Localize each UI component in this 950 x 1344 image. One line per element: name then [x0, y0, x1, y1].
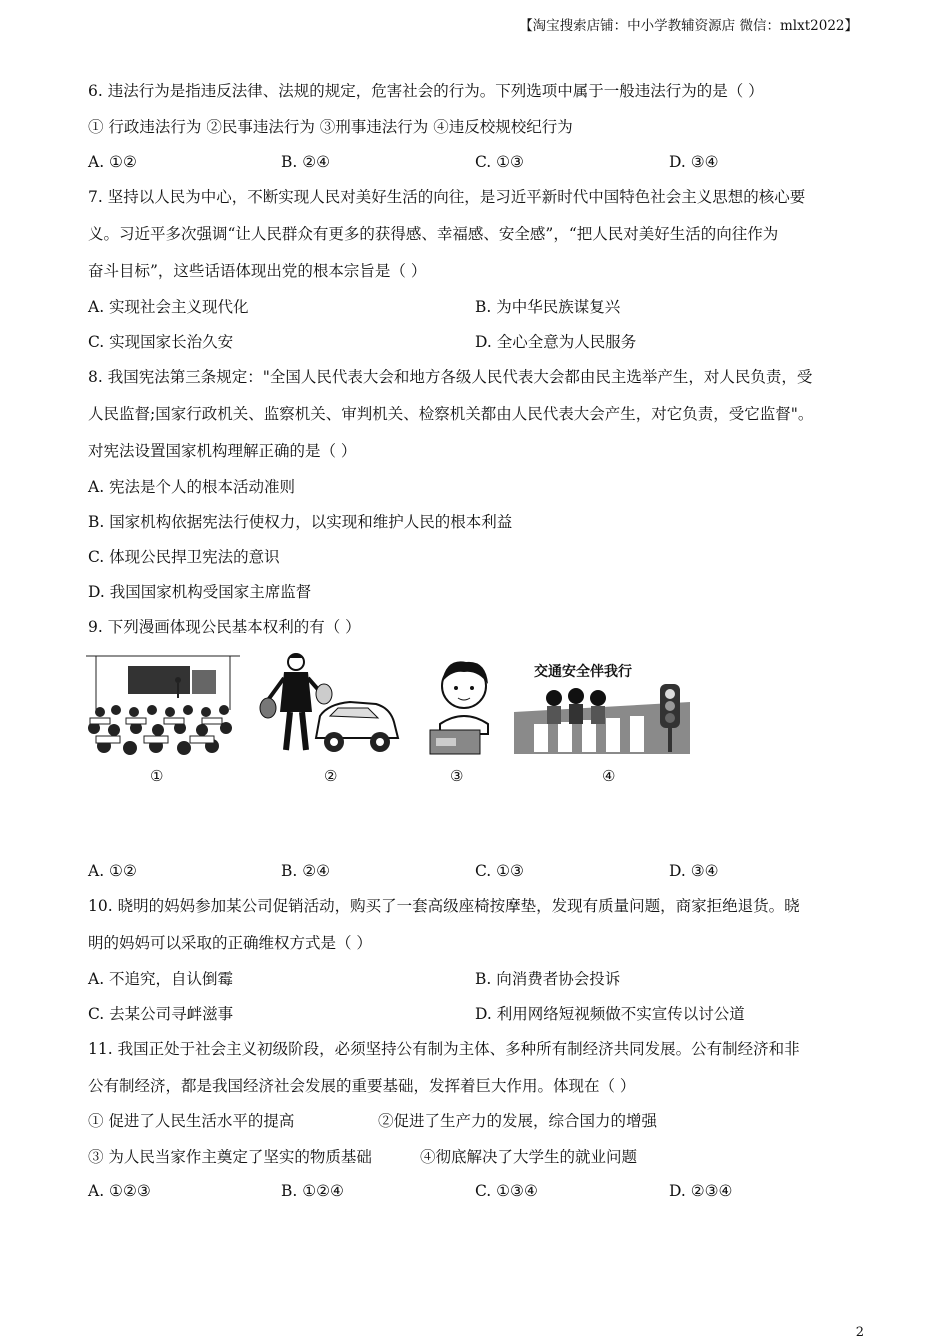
page-number: 2: [855, 1325, 864, 1340]
q9-option-b: B. ②④: [281, 862, 331, 880]
man-car-money-cartoon: [258, 650, 400, 756]
q7-option-a: A. 实现社会主义现代化: [88, 298, 249, 316]
q11-option-b: B. ①②④: [281, 1182, 344, 1200]
q9-option-c: C. ①③: [475, 862, 524, 880]
q10-stem-line2: 明的妈妈可以采取的正确维权方式是（ ）: [88, 934, 372, 952]
q11-item-3: ③ 为人民当家作主奠定了坚实的物质基础: [88, 1148, 372, 1166]
q11-item-4: ④彻底解决了大学生的就业问题: [420, 1148, 638, 1166]
q6-items: ① 行政违法行为 ②民事违法行为 ③刑事违法行为 ④违反校规校纪行为: [88, 118, 573, 136]
q8-option-d: D. 我国国家机构受国家主席监督: [88, 583, 312, 601]
q7-option-d: D. 全心全意为人民服务: [475, 333, 637, 351]
traffic-poster-title: 交通安全伴我行: [534, 664, 632, 680]
q9-option-a: A. ①②: [88, 862, 137, 880]
q11-option-d: D. ②③④: [669, 1182, 733, 1200]
q8-stem-line1: 8. 我国宪法第三条规定："全国人民代表大会和地方各级人民代表大会都由民主选举产生，对人民负责，受: [88, 368, 813, 386]
q6-option-b: B. ②④: [281, 153, 331, 171]
page-header: 【淘宝搜索店铺：中小学教辅资源店 微信：mlxt2022】: [519, 18, 858, 34]
q10-stem-line1: 10. 晓明的妈妈参加某公司促销活动，购买了一套高级座椅按摩垫，发现有质量问题，商家拒绝退货。晓: [88, 897, 800, 915]
q10-option-b: B. 向消费者协会投诉: [475, 970, 621, 988]
q11-option-c: C. ①③④: [475, 1182, 538, 1200]
q9-stem: 9. 下列漫画体现公民基本权利的有（ ）: [88, 618, 361, 636]
child-ballot-cartoon: [426, 654, 502, 756]
q8-option-c: C. 体现公民捍卫宪法的意识: [88, 548, 280, 566]
image-label-4: ④: [602, 767, 616, 785]
q8-stem-line3: 对宪法设置国家机构理解正确的是（ ）: [88, 442, 357, 460]
q7-stem-line2: 义。习近平多次强调“让人民群众有更多的获得感、幸福感、安全感”，“把人民对美好生活的向往作为: [88, 225, 779, 243]
q11-item-2: ②促进了生产力的发展，综合国力的增强: [378, 1112, 658, 1130]
q8-option-a: A. 宪法是个人的根本活动准则: [88, 478, 296, 496]
q9-option-d: D. ③④: [669, 862, 719, 880]
image-label-1: ①: [150, 767, 164, 785]
q10-option-c: C. 去某公司寻衅滋事: [88, 1005, 234, 1023]
image-label-2: ②: [324, 767, 338, 785]
q11-stem-line1: 11. 我国正处于社会主义初级阶段，必须坚持公有制为主体、多种所有制经济共同发展。公有制经济和非: [88, 1040, 800, 1058]
q6-stem: 6. 违法行为是指违反法律、法规的规定，危害社会的行为。下列选项中属于一般违法行为的是（ ）: [88, 82, 764, 100]
traffic-safety-cartoon: [514, 652, 690, 754]
q11-option-a: A. ①②③: [88, 1182, 151, 1200]
q6-option-a: A. ①②: [88, 153, 137, 171]
classroom-cartoon: [86, 650, 240, 758]
q10-option-a: A. 不追究，自认倒霉: [88, 970, 234, 988]
q7-stem-line1: 7. 坚持以人民为中心，不断实现人民对美好生活的向往，是习近平新时代中国特色社会主义思想的核心要: [88, 188, 806, 206]
q10-option-d: D. 利用网络短视频做不实宣传以讨公道: [475, 1005, 745, 1023]
q7-stem-line3: 奋斗目标”，这些话语体现出党的根本宗旨是（ ）: [88, 262, 427, 280]
q7-option-c: C. 实现国家长治久安: [88, 333, 234, 351]
q11-stem-line2: 公有制经济，都是我国经济社会发展的重要基础，发挥着巨大作用。体现在（ ）: [88, 1077, 636, 1095]
q11-item-1: ① 促进了人民生活水平的提高: [88, 1112, 295, 1130]
image-label-3: ③: [450, 767, 464, 785]
q8-option-b: B. 国家机构依据宪法行使权力，以实现和维护人民的根本利益: [88, 513, 513, 531]
q6-option-c: C. ①③: [475, 153, 524, 171]
q8-stem-line2: 人民监督;国家行政机关、监察机关、审判机关、检察机关都由人民代表大会产生，对它负责，受它监督"。: [88, 405, 814, 423]
q6-option-d: D. ③④: [669, 153, 719, 171]
q7-option-b: B. 为中华民族谋复兴: [475, 298, 621, 316]
